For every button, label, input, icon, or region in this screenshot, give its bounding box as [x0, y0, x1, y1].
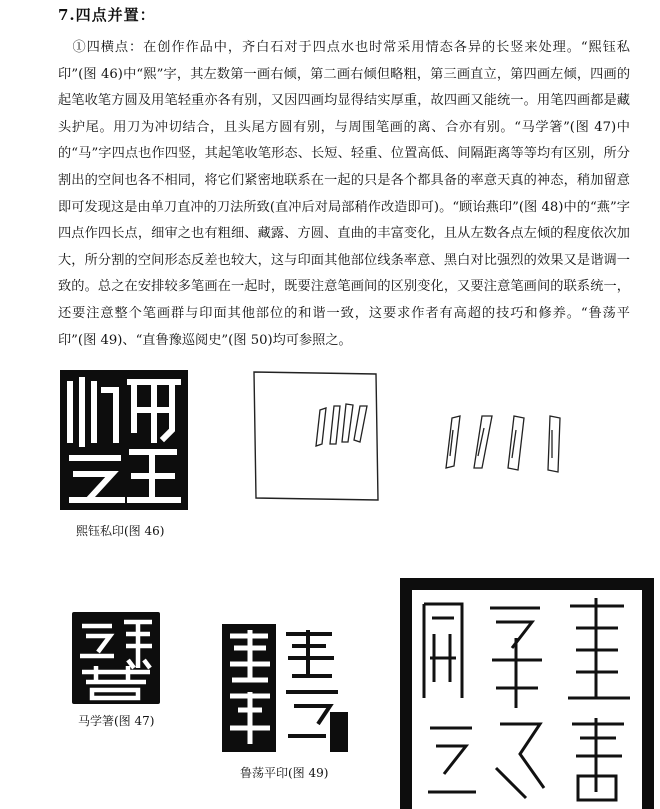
fig46-caption: 熙钰私印(图 46): [76, 524, 165, 538]
four-strokes-diagram-box: [250, 368, 382, 504]
seal-fig46-image: [60, 370, 188, 510]
fig47-caption: 马学箸(图 47): [78, 714, 155, 728]
seal-fig49-image: [222, 624, 348, 752]
seal-fig50-image: [400, 578, 654, 809]
seal-fig47-image: [72, 612, 160, 704]
fig49-caption: 鲁荡平印(图 49): [240, 766, 329, 780]
section-heading: 7.四点并置：: [58, 6, 156, 24]
body-paragraph: ①四横点：在创作作品中，齐白石对于四点水也时常采用情态各异的长竖来处理。“熙钰私印”(图 46)中“熙”字，其左数第一画右倾，第二画右倾但略粗，第三画直立，第四画左倾，四画的起笔收笔方圆及用笔轻重亦各有别，又因四画均显得结实厚重，故四画又能统一。用笔四画都是藏头护尾。用刀为冲切结合，且头尾方圆有别，与周围笔画的离、合亦有别。“马学箸”(图 47)中的“马”字四点也作四竖，其起笔收笔形态、长短、轻重、位置高低、间隔距离等等均有区别，所分割出的空间也各不相同，将它们紧密地联系在一起的只是各个都具备的率意天真的神态，稍加留意即可发现这是由单刀直冲的刀法所致(直冲后对局部稍作改造即可)。“顾诒燕印”(图 48)中的“燕”字四点作四长点，细审之也有粗细、藏露、方圆、直曲的丰富变化，且从左数各点左倾的程度依次加大，所分割的空间形态反差也较大，这与印面其他部位线条率意、黑白对比强烈的效果又是谐调一致的。总之在安排较多笔画在一起时，既要注意笔画间的区别变化，又要注意笔画间的联系统一，还要注意整个笔画群与印面其他部位的和谐一致，这要求作者有高超的技巧和修养。“鲁荡平印”(图 49)、“直鲁豫巡阅史”(图 50)均可参照之。: [58, 40, 630, 348]
four-strokes-diagram-outline: [438, 410, 578, 480]
